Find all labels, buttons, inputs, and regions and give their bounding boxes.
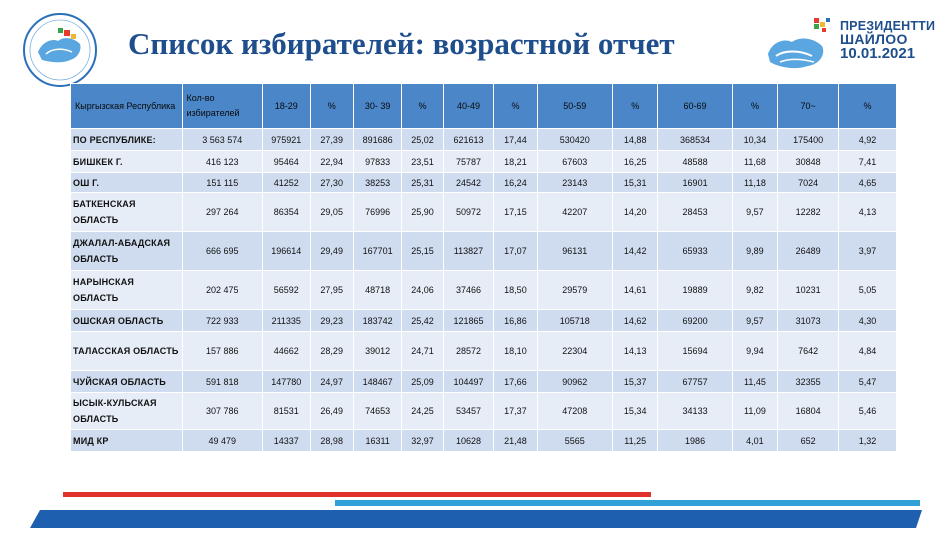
region-cell: ОШСКАЯ ОБЛАСТЬ [71,310,183,332]
value-cell: 175400 [778,129,839,151]
total-cell: 157 886 [182,332,263,371]
value-cell: 76996 [353,193,402,232]
value-cell: 30848 [778,151,839,173]
age-report-table [70,83,897,452]
pct-cell: 26,49 [310,393,353,430]
pct-cell: 24,71 [402,332,443,371]
pct-cell: 9,94 [732,332,777,371]
pct-cell: 1,32 [839,430,897,452]
pct-cell: 3,97 [839,232,897,271]
pct-cell: 9,57 [732,193,777,232]
region-cell: ОШ Г. [71,173,183,193]
page-title: Список избирателей: возрастной отчет [128,26,675,61]
pct-cell: 18,10 [494,332,537,371]
value-cell: 28453 [658,193,732,232]
value-cell: 10231 [778,271,839,310]
pct-cell: 14,42 [612,232,657,271]
region-cell: ТАЛАССКАЯ ОБЛАСТЬ [71,332,183,371]
header-60-69: 60-69 [658,84,732,129]
pct-cell: 14,61 [612,271,657,310]
header-30-39: 30- 39 [353,84,402,129]
value-cell: 16311 [353,430,402,452]
value-cell: 50972 [443,193,494,232]
value-cell: 97833 [353,151,402,173]
value-cell: 22304 [537,332,612,371]
value-cell: 530420 [537,129,612,151]
pct-cell: 11,09 [732,393,777,430]
total-cell: 591 818 [182,371,263,393]
pct-cell: 10,34 [732,129,777,151]
value-cell: 90962 [537,371,612,393]
decorative-stripe-red [63,492,651,497]
value-cell: 1986 [658,430,732,452]
value-cell: 10628 [443,430,494,452]
pct-cell: 17,66 [494,371,537,393]
value-cell: 48718 [353,271,402,310]
pct-cell: 24,97 [310,371,353,393]
pct-cell: 18,50 [494,271,537,310]
table-row [71,430,897,452]
pct-cell: 15,34 [612,393,657,430]
value-cell: 891686 [353,129,402,151]
value-cell: 24542 [443,173,494,193]
value-cell: 53457 [443,393,494,430]
value-cell: 105718 [537,310,612,332]
pct-cell: 4,13 [839,193,897,232]
value-cell: 31073 [778,310,839,332]
total-cell: 307 786 [182,393,263,430]
value-cell: 39012 [353,332,402,371]
election-logo-icon [762,12,935,76]
pct-cell: 28,98 [310,430,353,452]
value-cell: 38253 [353,173,402,193]
pct-cell: 18,21 [494,151,537,173]
pct-cell: 21,48 [494,430,537,452]
table-row [71,232,897,271]
value-cell: 19889 [658,271,732,310]
value-cell: 37466 [443,271,494,310]
header-pct: % [310,84,353,129]
pct-cell: 23,51 [402,151,443,173]
pct-cell: 17,44 [494,129,537,151]
header-total: Кол-во избирателей [182,84,263,129]
value-cell: 368534 [658,129,732,151]
region-cell: ЧУЙСКАЯ ОБЛАСТЬ [71,371,183,393]
value-cell: 652 [778,430,839,452]
value-cell: 167701 [353,232,402,271]
table-row [71,151,897,173]
value-cell: 121865 [443,310,494,332]
table-row [71,271,897,310]
pct-cell: 11,45 [732,371,777,393]
table-row [71,371,897,393]
value-cell: 56592 [263,271,310,310]
pct-cell: 28,29 [310,332,353,371]
pct-cell: 14,88 [612,129,657,151]
value-cell: 41252 [263,173,310,193]
value-cell: 69200 [658,310,732,332]
pct-cell: 11,25 [612,430,657,452]
value-cell: 67603 [537,151,612,173]
pct-cell: 24,06 [402,271,443,310]
pct-cell: 29,05 [310,193,353,232]
value-cell: 23143 [537,173,612,193]
pct-cell: 5,05 [839,271,897,310]
pct-cell: 11,68 [732,151,777,173]
value-cell: 15694 [658,332,732,371]
header-pct: % [839,84,897,129]
value-cell: 32355 [778,371,839,393]
value-cell: 67757 [658,371,732,393]
value-cell: 975921 [263,129,310,151]
value-cell: 28572 [443,332,494,371]
total-cell: 202 475 [182,271,263,310]
pct-cell: 9,89 [732,232,777,271]
pct-cell: 4,01 [732,430,777,452]
value-cell: 74653 [353,393,402,430]
brand-line1: ПРЕЗИДЕНТТИ [840,19,935,33]
region-cell: ДЖАЛАЛ-АБАДСКАЯ ОБЛАСТЬ [71,232,183,271]
total-cell: 722 933 [182,310,263,332]
value-cell: 16804 [778,393,839,430]
region-cell: БИШКЕК Г. [71,151,183,173]
cec-emblem-icon [18,8,102,92]
total-cell: 416 123 [182,151,263,173]
value-cell: 7642 [778,332,839,371]
pct-cell: 16,24 [494,173,537,193]
header-70-plus: 70~ [778,84,839,129]
value-cell: 96131 [537,232,612,271]
table-row [71,393,897,430]
pct-cell: 4,84 [839,332,897,371]
region-cell: БАТКЕНСКАЯ ОБЛАСТЬ [71,193,183,232]
pct-cell: 7,41 [839,151,897,173]
value-cell: 48588 [658,151,732,173]
total-cell: 151 115 [182,173,263,193]
pct-cell: 25,09 [402,371,443,393]
pct-cell: 25,31 [402,173,443,193]
value-cell: 16901 [658,173,732,193]
total-cell: 3 563 574 [182,129,263,151]
pct-cell: 24,25 [402,393,443,430]
pct-cell: 17,15 [494,193,537,232]
pct-cell: 4,30 [839,310,897,332]
value-cell: 113827 [443,232,494,271]
pct-cell: 29,23 [310,310,353,332]
header-pct: % [494,84,537,129]
pct-cell: 22,94 [310,151,353,173]
value-cell: 148467 [353,371,402,393]
value-cell: 26489 [778,232,839,271]
value-cell: 47208 [537,393,612,430]
pct-cell: 17,07 [494,232,537,271]
value-cell: 75787 [443,151,494,173]
pct-cell: 25,42 [402,310,443,332]
value-cell: 621613 [443,129,494,151]
table-row [71,173,897,193]
value-cell: 7024 [778,173,839,193]
table-row [71,193,897,232]
value-cell: 211335 [263,310,310,332]
value-cell: 81531 [263,393,310,430]
pct-cell: 14,13 [612,332,657,371]
pct-cell: 25,02 [402,129,443,151]
value-cell: 196614 [263,232,310,271]
value-cell: 86354 [263,193,310,232]
pct-cell: 14,20 [612,193,657,232]
pct-cell: 11,18 [732,173,777,193]
pct-cell: 4,92 [839,129,897,151]
value-cell: 12282 [778,193,839,232]
pct-cell: 9,82 [732,271,777,310]
brand-date: 10.01.2021 [840,45,916,62]
header-50-59: 50-59 [537,84,612,129]
header-40-49: 40-49 [443,84,494,129]
pct-cell: 5,46 [839,393,897,430]
value-cell: 42207 [537,193,612,232]
header-18-29: 18-29 [263,84,310,129]
value-cell: 147780 [263,371,310,393]
pct-cell: 16,86 [494,310,537,332]
pct-cell: 27,30 [310,173,353,193]
brand-line2: ШАЙЛОО [840,31,908,47]
pct-cell: 5,47 [839,371,897,393]
region-cell: ЫСЫК-КУЛЬСКАЯ ОБЛАСТЬ [71,393,183,430]
region-cell: МИД КР [71,430,183,452]
pct-cell: 25,90 [402,193,443,232]
region-cell: ПО РЕСПУБЛИКЕ: [71,129,183,151]
value-cell: 95464 [263,151,310,173]
value-cell: 34133 [658,393,732,430]
pct-cell: 9,57 [732,310,777,332]
table-row [71,332,897,371]
pct-cell: 4,65 [839,173,897,193]
decorative-stripe-cyan [335,500,920,506]
pct-cell: 15,31 [612,173,657,193]
table-row [71,310,897,332]
pct-cell: 29,49 [310,232,353,271]
value-cell: 65933 [658,232,732,271]
pct-cell: 15,37 [612,371,657,393]
value-cell: 183742 [353,310,402,332]
region-cell: НАРЫНСКАЯ ОБЛАСТЬ [71,271,183,310]
pct-cell: 17,37 [494,393,537,430]
header-region: Кыргызская Республика [71,84,183,129]
total-cell: 297 264 [182,193,263,232]
value-cell: 104497 [443,371,494,393]
table-row [71,129,897,151]
pct-cell: 32,97 [402,430,443,452]
value-cell: 44662 [263,332,310,371]
pct-cell: 16,25 [612,151,657,173]
pct-cell: 27,39 [310,129,353,151]
pct-cell: 27,95 [310,271,353,310]
header-pct: % [612,84,657,129]
pct-cell: 25,15 [402,232,443,271]
value-cell: 5565 [537,430,612,452]
decorative-stripe-blue [30,510,922,528]
pct-cell: 14,62 [612,310,657,332]
total-cell: 666 695 [182,232,263,271]
header-pct: % [732,84,777,129]
table-header-row [71,84,897,129]
header-pct: % [402,84,443,129]
total-cell: 49 479 [182,430,263,452]
value-cell: 29579 [537,271,612,310]
value-cell: 14337 [263,430,310,452]
